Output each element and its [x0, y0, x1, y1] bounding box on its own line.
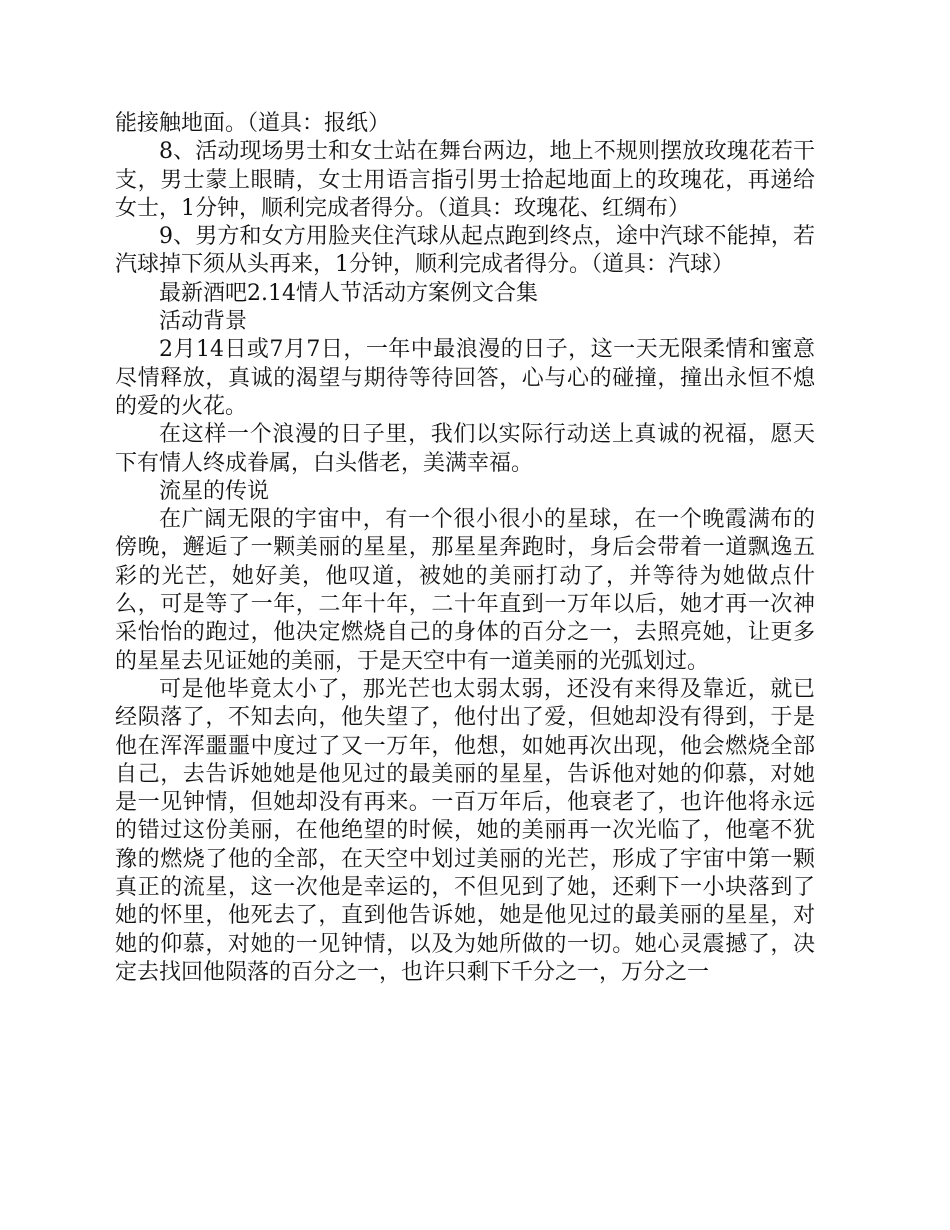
heading-background: 活动背景 [159, 309, 248, 335]
paragraph-continuation: 能接触地面。（道具：报纸） [115, 111, 391, 136]
paragraph-background-1: 2月14日或7月7日，一年中最浪漫的日子，这一天无限柔情和蜜意尽情释放，真诚的渴望与期待等待回答，心与心的碰撞，撞出永恒不熄的爱的火花。 [115, 337, 815, 419]
document-body [115, 110, 815, 987]
paragraph-item-9: 9、男方和女方用脸夹住汽球从起点跑到终点，途中汽球不能掉，若汽球掉下须从头再来，1分钟，顺利完成者得分。（道具：汽球） [115, 224, 815, 278]
heading-legend: 流星的传说 [159, 478, 270, 504]
paragraph-item-8: 8、活动现场男士和女士站在舞台两边，地上不规则摆放玫瑰花若干支，男士蒙上眼睛，女士用语言指引男士拾起地面上的玫瑰花，再递给女士，1分钟，顺利完成者得分。（道具：玫瑰花、红绸布） [115, 139, 815, 221]
paragraph-legend-1: 在广阔无限的宇宙中，有一个很小很小的星球，在一个晚霞满布的傍晚，邂逅了一颗美丽的星星，那星星奔跑时，身后会带着一道飘逸五彩的光芒，她好美，他叹道，被她的美丽打动了，并等待为她做点什么，可是等了一年，二年十年，二十年直到一万年以后，她才再一次神采怡怡的跑过，他决定燃烧自己的身体的百分之一，去照亮她，让更多的星星去见证她的美丽，于是天空中有一道美丽的光弧划过。 [115, 507, 815, 674]
paragraph-legend-2: 可是他毕竟太小了，那光芒也太弱太弱，还没有来得及靠近，就已经陨落了，不知去向，他失望了，他付出了爱，但她却没有得到，于是他在浑浑噩噩中度过了又一万年，他想，如她再次出现，他会燃烧全部自己，去告诉她她是他见过的最美丽的星星，告诉他对她的仰慕，对她是一见钟情，但她却没有再来。一百万年后，他衰老了，也许他将永远的错过这份美丽，在他绝望的时候，她的美丽再一次光临了，他毫不犹豫的燃烧了他的全部，在天空中划过美丽的光芒，形成了宇宙中第一颗真正的流星，这一次他是幸运的，不但见到了她，还剩下一小块落到了她的怀里，他死去了，直到他告诉她，她是他见过的最美丽的星星，对她的仰慕，对她的一见钟情，以及为她所做的一切。她心灵震撼了，决定去找回他陨落的百分之一，也许只剩下千分之一，万分之一 [115, 676, 815, 985]
section-title: 最新酒吧2.14情人节活动方案例文合集 [159, 280, 538, 306]
paragraph-background-2: 在这样一个浪漫的日子里，我们以实际行动送上真诚的祝福，愿天下有情人终成眷属，白头偕老，美满幸福。 [115, 422, 815, 476]
